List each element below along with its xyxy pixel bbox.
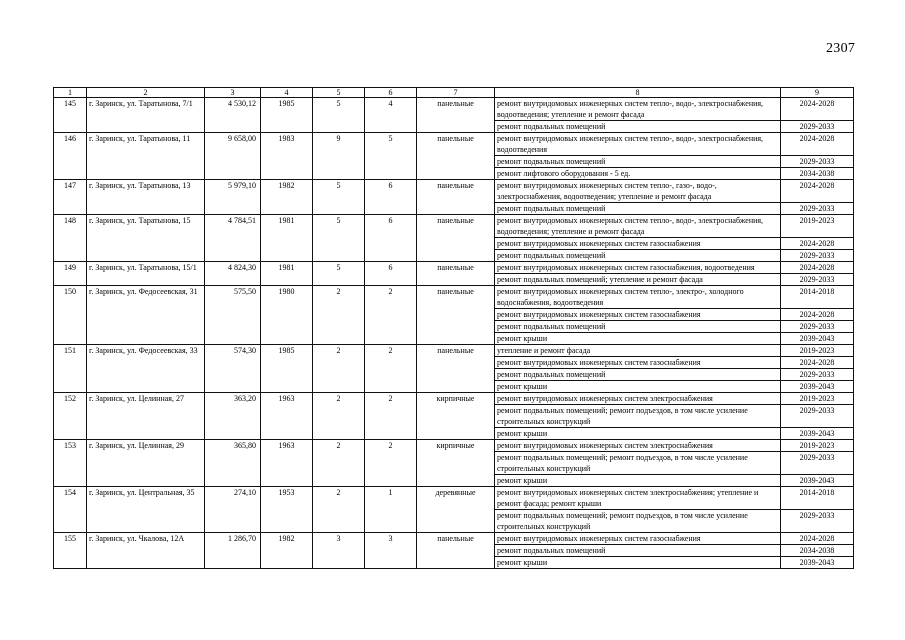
row-number: 155 (54, 533, 87, 569)
work-type-cell: ремонт внутридомовых инженерных систем тепло-, водо-, электроснабжения, водоотведения (495, 133, 781, 156)
period-cell: 2039-2043 (781, 475, 854, 487)
area-cell: 1 286,70 (205, 533, 261, 569)
header-cell: 6 (365, 88, 417, 98)
entrances-cell: 6 (365, 180, 417, 215)
row-number: 153 (54, 440, 87, 487)
year-cell: 1985 (261, 98, 313, 133)
address-cell: г. Заринск, ул. Таратынова, 13 (87, 180, 205, 215)
period-cell: 2024-2028 (781, 180, 854, 203)
work-type-cell: ремонт подвальных помещений (495, 203, 781, 215)
address-cell: г. Заринск, ул. Центральная, 35 (87, 487, 205, 533)
period-cell: 2014-2018 (781, 286, 854, 309)
entrances-cell: 2 (365, 286, 417, 345)
area-cell: 5 979,10 (205, 180, 261, 215)
year-cell: 1963 (261, 440, 313, 487)
header-cell: 2 (87, 88, 205, 98)
period-cell: 2024-2028 (781, 357, 854, 369)
table-row (54, 345, 854, 357)
entrances-cell: 4 (365, 98, 417, 133)
period-cell: 2019-2023 (781, 215, 854, 238)
table-row (54, 487, 854, 510)
entrances-cell: 2 (365, 393, 417, 440)
row-number: 145 (54, 98, 87, 133)
entrances-cell: 6 (365, 262, 417, 286)
area-cell: 9 658,00 (205, 133, 261, 180)
row-number: 150 (54, 286, 87, 345)
year-cell: 1980 (261, 286, 313, 345)
area-cell: 574,30 (205, 345, 261, 393)
header-cell: 7 (417, 88, 495, 98)
wall-material-cell: панельные (417, 286, 495, 345)
address-cell: г. Заринск, ул. Таратынова, 15 (87, 215, 205, 262)
table-row (54, 98, 854, 121)
wall-material-cell: кирпичные (417, 393, 495, 440)
work-type-cell: ремонт внутридомовых инженерных систем электроснабжения (495, 440, 781, 452)
page-number: 2307 (826, 41, 856, 56)
floors-cell: 5 (313, 98, 365, 133)
wall-material-cell: панельные (417, 180, 495, 215)
header-cell: 1 (54, 88, 87, 98)
work-type-cell: ремонт внутридомовых инженерных систем тепло-, водо-, электроснабжения, водоотведения; утепление и ремонт фасада (495, 215, 781, 238)
row-number: 151 (54, 345, 87, 393)
period-cell: 2029-2033 (781, 250, 854, 262)
row-number: 152 (54, 393, 87, 440)
wall-material-cell: панельные (417, 262, 495, 286)
wall-material-cell: панельные (417, 533, 495, 569)
work-type-cell: ремонт подвальных помещений (495, 121, 781, 133)
entrances-cell: 3 (365, 533, 417, 569)
work-type-cell: ремонт подвальных помещений; ремонт подъездов, в том числе усиление строительных конструкций (495, 510, 781, 533)
period-cell: 2019-2023 (781, 393, 854, 405)
work-type-cell: ремонт внутридомовых инженерных систем тепло-, водо-, электроснабжения, водоотведения; утепление и ремонт фасада (495, 98, 781, 121)
row-number: 146 (54, 133, 87, 180)
wall-material-cell: панельные (417, 215, 495, 262)
floors-cell: 2 (313, 440, 365, 487)
floors-cell: 2 (313, 487, 365, 533)
work-type-cell: ремонт внутридомовых инженерных систем электроснабжения (495, 393, 781, 405)
year-cell: 1982 (261, 180, 313, 215)
year-cell: 1953 (261, 487, 313, 533)
period-cell: 2029-2033 (781, 121, 854, 133)
work-type-cell: ремонт крыши (495, 428, 781, 440)
year-cell: 1981 (261, 262, 313, 286)
table-body (54, 98, 854, 569)
address-cell: г. Заринск, ул. Чкалова, 12А (87, 533, 205, 569)
header-cell: 3 (205, 88, 261, 98)
entrances-cell: 2 (365, 440, 417, 487)
header-cell: 5 (313, 88, 365, 98)
floors-cell: 2 (313, 345, 365, 393)
address-cell: г. Заринск, ул. Федосеевская, 31 (87, 286, 205, 345)
period-cell: 2039-2043 (781, 381, 854, 393)
work-type-cell: ремонт внутридомовых инженерных систем газоснабжения (495, 533, 781, 545)
period-cell: 2029-2033 (781, 452, 854, 475)
work-type-cell: ремонт внутридомовых инженерных систем газоснабжения, водоотведения (495, 262, 781, 274)
table-row (54, 180, 854, 203)
floors-cell: 2 (313, 393, 365, 440)
work-type-cell: ремонт подвальных помещений (495, 545, 781, 557)
year-cell: 1981 (261, 215, 313, 262)
table-row (54, 440, 854, 452)
floors-cell: 9 (313, 133, 365, 180)
floors-cell: 5 (313, 180, 365, 215)
period-cell: 2024-2028 (781, 238, 854, 250)
work-type-cell: ремонт подвальных помещений (495, 250, 781, 262)
area-cell: 4 530,12 (205, 98, 261, 133)
table-row (54, 286, 854, 309)
period-cell: 2034-2038 (781, 168, 854, 180)
address-cell: г. Заринск, ул. Федосеевская, 33 (87, 345, 205, 393)
work-type-cell: ремонт внутридомовых инженерных систем газоснабжения (495, 357, 781, 369)
year-cell: 1985 (261, 345, 313, 393)
work-type-cell: ремонт подвальных помещений; ремонт подъездов, в том числе усиление строительных конструкций (495, 405, 781, 428)
wall-material-cell: кирпичные (417, 440, 495, 487)
work-type-cell: ремонт подвальных помещений (495, 156, 781, 168)
period-cell: 2019-2023 (781, 440, 854, 452)
work-type-cell: ремонт внутридомовых инженерных систем электроснабжения; утепление и ремонт фасада; ремонт крыши (495, 487, 781, 510)
work-type-cell: ремонт крыши (495, 475, 781, 487)
period-cell: 2034-2038 (781, 545, 854, 557)
period-cell: 2029-2033 (781, 274, 854, 286)
table-row (54, 262, 854, 274)
year-cell: 1983 (261, 133, 313, 180)
floors-cell: 5 (313, 215, 365, 262)
work-type-cell: ремонт внутридомовых инженерных систем газоснабжения (495, 238, 781, 250)
period-cell: 2014-2018 (781, 487, 854, 510)
work-type-cell: ремонт внутридомовых инженерных систем тепло-, электро-, холодного водоснабжения, водоотведения (495, 286, 781, 309)
period-cell: 2024-2028 (781, 98, 854, 121)
period-cell: 2029-2033 (781, 203, 854, 215)
floors-cell: 3 (313, 533, 365, 569)
header-row (54, 88, 854, 98)
work-type-cell: ремонт подвальных помещений; ремонт подъездов, в том числе усиление строительных конструкций (495, 452, 781, 475)
work-type-cell: ремонт подвальных помещений (495, 321, 781, 333)
period-cell: 2039-2043 (781, 333, 854, 345)
work-type-cell: ремонт лифтового оборудования - 5 ед. (495, 168, 781, 180)
address-cell: г. Заринск, ул. Таратынова, 7/1 (87, 98, 205, 133)
wall-material-cell: панельные (417, 345, 495, 393)
area-cell: 274,10 (205, 487, 261, 533)
period-cell: 2024-2028 (781, 533, 854, 545)
entrances-cell: 2 (365, 345, 417, 393)
header-cell: 9 (781, 88, 854, 98)
area-cell: 4 824,30 (205, 262, 261, 286)
address-cell: г. Заринск, ул. Целинная, 29 (87, 440, 205, 487)
period-cell: 2029-2033 (781, 321, 854, 333)
period-cell: 2029-2033 (781, 405, 854, 428)
year-cell: 1982 (261, 533, 313, 569)
address-cell: г. Заринск, ул. Целинная, 27 (87, 393, 205, 440)
area-cell: 575,50 (205, 286, 261, 345)
period-cell: 2029-2033 (781, 510, 854, 533)
table-row (54, 133, 854, 156)
table-row (54, 215, 854, 238)
table-row (54, 393, 854, 405)
row-number: 154 (54, 487, 87, 533)
period-cell: 2039-2043 (781, 428, 854, 440)
work-type-cell: ремонт внутридомовых инженерных систем газоснабжения (495, 309, 781, 321)
period-cell: 2024-2028 (781, 133, 854, 156)
header-cell: 8 (495, 88, 781, 98)
repair-schedule-table (53, 87, 854, 569)
wall-material-cell: деревянные (417, 487, 495, 533)
row-number: 147 (54, 180, 87, 215)
period-cell: 2024-2028 (781, 262, 854, 274)
header-cell: 4 (261, 88, 313, 98)
work-type-cell: ремонт подвальных помещений; утепление и ремонт фасада (495, 274, 781, 286)
work-type-cell: утепление и ремонт фасада (495, 345, 781, 357)
area-cell: 365,80 (205, 440, 261, 487)
work-type-cell: ремонт крыши (495, 381, 781, 393)
address-cell: г. Заринск, ул. Таратынова, 15/1 (87, 262, 205, 286)
floors-cell: 5 (313, 262, 365, 286)
wall-material-cell: панельные (417, 98, 495, 133)
period-cell: 2024-2028 (781, 309, 854, 321)
row-number: 149 (54, 262, 87, 286)
wall-material-cell: панельные (417, 133, 495, 180)
work-type-cell: ремонт внутридомовых инженерных систем тепло-, газо-, водо-, электроснабжения, водоотведения; утепление и ремонт фасада (495, 180, 781, 203)
period-cell: 2039-2043 (781, 557, 854, 569)
entrances-cell: 1 (365, 487, 417, 533)
period-cell: 2019-2023 (781, 345, 854, 357)
work-type-cell: ремонт крыши (495, 557, 781, 569)
floors-cell: 2 (313, 286, 365, 345)
area-cell: 4 784,51 (205, 215, 261, 262)
address-cell: г. Заринск, ул. Таратынова, 11 (87, 133, 205, 180)
period-cell: 2029-2033 (781, 369, 854, 381)
row-number: 148 (54, 215, 87, 262)
entrances-cell: 5 (365, 133, 417, 180)
work-type-cell: ремонт крыши (495, 333, 781, 345)
entrances-cell: 6 (365, 215, 417, 262)
work-type-cell: ремонт подвальных помещений (495, 369, 781, 381)
area-cell: 363,20 (205, 393, 261, 440)
year-cell: 1963 (261, 393, 313, 440)
period-cell: 2029-2033 (781, 156, 854, 168)
table-row (54, 533, 854, 545)
